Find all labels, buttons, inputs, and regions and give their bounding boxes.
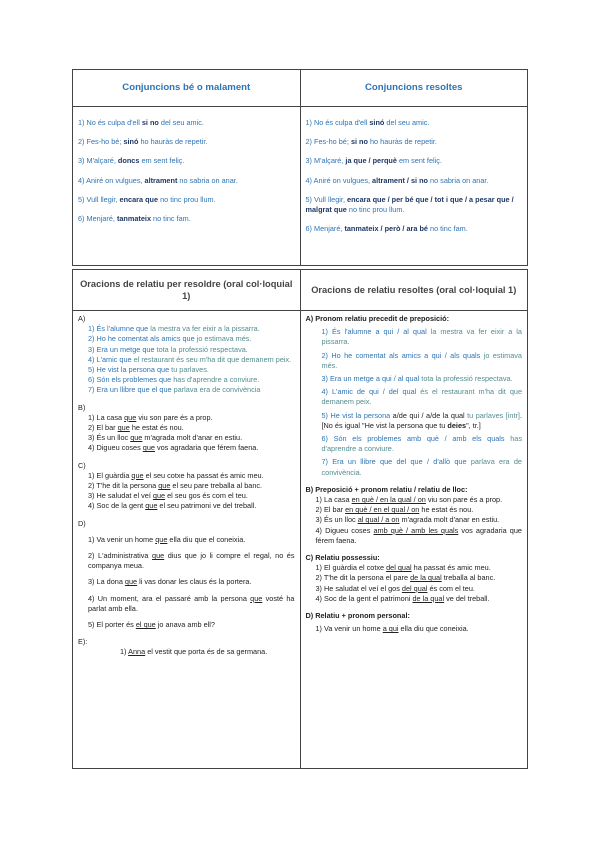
list-item: 2) L'administrativa que dius que jo li compre el regal, no és companya meua. [88,551,295,571]
list-item: 7) Era un llibre que del que / d'allò que parlava era de convivència. [321,457,522,477]
sentence-row: 6) Menjaré, tanmateix / però / ara bé no tinc fam. [305,224,468,234]
list-item: 4) Un moment, ara el passaré amb la persona que vosté ha parlat amb ella. [88,593,295,613]
list-item: 4) Soc de la gent que el seu patrimoni ve del treball. [88,501,257,511]
sentence-row: 2) Fes-ho bé; si no ho hauràs de repetir. [305,137,437,147]
list-item: 3) És un lloc que m'agrada molt d'anar en estiu. [88,433,243,443]
sentence-row: 6) Menjaré, tanmateix no tinc fam. [78,214,191,224]
list-item: 3) He saludat el veí que el seu gos és com el teu. [88,491,248,501]
list-item: 1) La casa en què / en la qual / on viu son pare és a prop. [315,495,503,505]
section-heading: C) Relatiu possessiu: [305,553,380,563]
conj-left-cell [73,107,301,266]
section-heading: D) Relatiu + pronom personal: [305,611,410,621]
list-item: 2) Ho he comentat als amics a qui / als quals jo estimava més. [321,350,522,370]
list-item: 3) La dona que li vas donar les claus és la portera. [88,577,252,587]
list-item: 1) És l'alumne a qui / al qual la mestra va fer eixir a la pissarra. [321,327,522,347]
sentence-row: 4) Aniré on vulgues, altrament no sabria on anar. [78,175,238,185]
list-item: 2) T'he dit la persona el pare de la qual treballa al banc. [315,573,496,583]
rel-header-right: Oracions de relatiu resoltes (oral col·loquial 1) [300,270,528,311]
list-item: 4) L'amic que el restaurant és seu m'ha dit que demanem peix. [88,354,292,364]
sentence-row: 5) Vull llegir, encara que / per bé que / tot i que / a pesar que / malgrat que no tinc prou llum. [305,194,514,215]
list-item: 6) Són els problemes amb què / amb els quals has d'aprendre a conviure. [321,434,522,454]
list-item: 3) És un lloc al qual / a on m'agrada molt d'anar en estiu. [315,515,500,525]
list-item: 3) Era un metge a qui / al qual tota la professió respectava. [321,374,513,384]
section-label: A) [78,314,86,323]
list-item: 4) L'amic de qui / del qual és el restaurant m'ha dit que demanem peix. [321,387,522,407]
sentence-row: 3) M'alçaré, doncs em sent feliç. [78,156,185,166]
sentence-row: 3) M'alçaré, ja que / perquè em sent feliç. [305,156,442,166]
conj-right-cell [300,107,528,266]
list-item: 7) Era un llibre que el que parlava era de convivència [88,385,261,395]
list-item: 1) La casa que viu son pare és a prop. [88,412,213,422]
rel-left-cell [73,311,301,769]
list-item: 3) Era un metge que tota la professió respectava. [88,344,248,354]
section-label: D) [78,518,86,528]
list-item: 1) Va venir un home que ella diu que el coneixia. [88,534,246,544]
list-item: 2) El bar que he estat és nou. [88,423,184,433]
list-item: 1) Va venir un home a qui ella diu que coneixia. [315,624,469,634]
sentence-row: 1) No és culpa d'ell sinó del seu amic. [305,118,430,127]
list-item: 1) El guàrdia que el seu cotxe ha passat és amic meu. [88,470,264,480]
section-label: B) [78,402,86,412]
list-item: 4) Digueu coses que vos agradaria que férem faena. [88,443,259,453]
list-item: 6) Són els problemes que has d'aprendre a conviure. [88,375,260,385]
rel-header-left: Oracions de relatiu per resoldre (oral col·loquial 1) [73,270,301,311]
section-label: C) [78,460,86,470]
list-item: 1) És l'alumne que la mestra va fer eixir a la pissarra. [88,324,260,334]
conj-header-left: Conjuncions bé o malament [73,70,301,107]
conjunctions-table [72,69,528,266]
section-heading: B) Preposició + pronom relatiu / relatiu de lloc: [305,484,468,494]
list-item: 3) He saludat el veí el gos del qual és com el teu. [315,583,475,593]
list-item: 5) He vist la persona a/de qui / a/de la qual tu parlaves [intr]. [No és igual "He vist la persona que tu deies", tr.] [321,410,522,430]
list-item: 4) Digueu coses amb què / amb les quals vos agradaria que férem faena. [315,525,522,545]
section-heading: A) Pronom relatiu precedit de preposició: [305,314,450,323]
sentence-row: 5) Vull llegir, encara que no tinc prou llum. [78,194,216,204]
sentence-row: 4) Aniré on vulgues, altrament / si no no sabria on anar. [305,175,489,185]
list-item: 1) El guàrdia el cotxe del qual ha passat és amic meu. [315,563,491,573]
sentence-row: 2) Fes-ho bé; sinó ho hauràs de repetir. [78,137,208,147]
list-item: 2) El bar en què / en el qual / on he estat és nou. [315,505,474,515]
section-label: E): [78,637,88,647]
list-item: 4) Soc de la gent el patrimoni de la qual ve del treball. [315,593,490,603]
list-item: 1) Anna el vestit que porta és de sa germana. [120,647,268,657]
list-item: 2) T'he dit la persona que el seu pare treballa al banc. [88,481,263,491]
list-item: 2) Ho he comentat als amics que jo estimava més. [88,334,252,344]
conj-header-right: Conjuncions resoltes [300,70,528,107]
list-item: 5) El porter és el que jo anava amb ell? [88,620,215,630]
sentence-row: 1) No és culpa d'ell si no del seu amic. [78,118,204,127]
rel-right-cell [300,311,528,769]
list-item: 5) He vist la persona que tu parlaves. [88,365,209,375]
relative-clauses-table [72,269,528,769]
